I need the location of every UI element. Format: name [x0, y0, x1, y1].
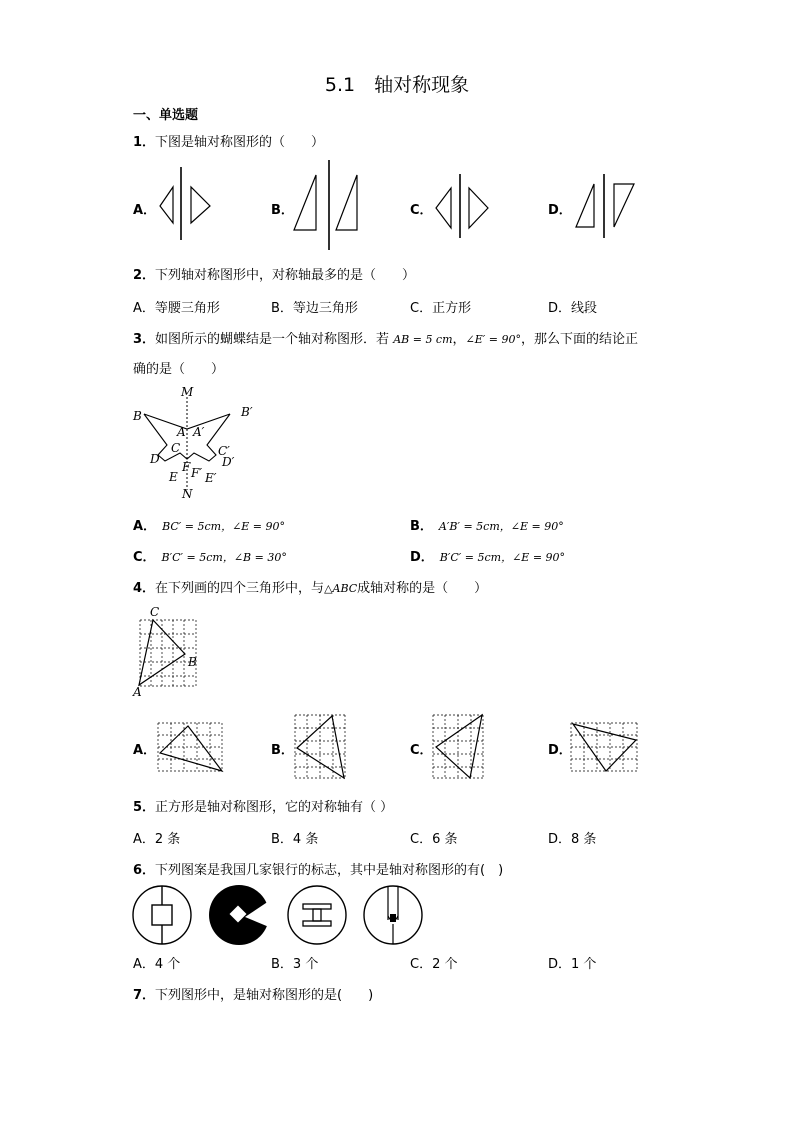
q5-option-b[interactable]: B．4 条	[271, 832, 319, 847]
label-C: C	[150, 605, 160, 619]
q1-figure-b	[290, 160, 370, 255]
label-E: E	[169, 470, 178, 484]
question-2: 2．下列轴对称图形中，对称轴最多的是（ ）	[133, 268, 416, 283]
q3-option-c[interactable]: C． B′C′ = 5cm，∠B = 30°	[133, 550, 287, 565]
question-1: 1．下图是轴对称图形的（ ）	[133, 135, 325, 150]
q5-option-c[interactable]: C．6 条	[410, 832, 458, 847]
q5-option-d[interactable]: D．8 条	[548, 832, 597, 847]
question-4: 4．在下列画的四个三角形中，与△ABC成轴对称的是（ ）	[133, 581, 488, 596]
q3-option-d[interactable]: D． B′C′ = 5cm，∠E = 90°	[410, 550, 566, 565]
q6-logo-1	[131, 884, 195, 948]
q4-figure-c	[428, 712, 488, 780]
label-N: N	[182, 487, 193, 501]
question-3: 3．如图所示的蝴蝶结是一个轴对称图形．若 AB = 5 cm，∠E′ = 90°，那么下面的结论正	[133, 332, 639, 347]
q6-option-b[interactable]: B．3 个	[271, 957, 319, 972]
q1-option-b[interactable]: B．	[271, 203, 294, 218]
q6-option-d[interactable]: D．1 个	[548, 957, 597, 972]
label-A: A	[177, 425, 186, 439]
label-A: A	[133, 685, 142, 699]
q2-option-a[interactable]: A．等腰三角形	[133, 301, 220, 316]
q2-option-d[interactable]: D．线段	[548, 301, 598, 316]
q3-option-b[interactable]: B． A′B′ = 5cm，∠E = 90°	[410, 519, 564, 534]
q4-abc-figure	[130, 603, 210, 698]
q1-figure-a	[150, 165, 220, 245]
q3-option-a[interactable]: A． BC′ = 5cm，∠E = 90°	[133, 519, 286, 534]
label-B: B	[188, 655, 197, 669]
label-M: M	[181, 385, 194, 399]
q6-logo-2	[207, 883, 273, 949]
question-5: 5．正方形是轴对称图形，它的对称轴有（ ）	[133, 800, 394, 815]
q3-butterfly-figure	[130, 385, 270, 503]
q2-option-c[interactable]: C．正方形	[410, 301, 472, 316]
q2-option-b[interactable]: B．等边三角形	[271, 301, 358, 316]
label-E-prime: E′	[205, 471, 217, 485]
label-F-prime: F′	[191, 466, 203, 480]
q6-logo-3	[286, 884, 350, 948]
q6-logo-4	[362, 884, 426, 948]
q4-option-a[interactable]: A．	[133, 743, 157, 758]
q1-figure-c	[428, 172, 498, 242]
q4-option-b[interactable]: B．	[271, 743, 294, 758]
q4-figure-d	[568, 718, 640, 774]
q1-option-d[interactable]: D．	[548, 203, 572, 218]
q4-figure-b	[290, 712, 348, 780]
label-D-prime: D′	[222, 455, 235, 469]
section-heading: 一、单选题	[133, 108, 199, 123]
label-C-prime: C′	[218, 444, 230, 458]
label-C: C	[171, 441, 181, 455]
q1-figure-d	[568, 172, 638, 242]
q1-option-c[interactable]: C．	[410, 203, 433, 218]
q4-figure-a	[155, 718, 225, 774]
label-B: B	[133, 409, 142, 423]
q6-option-a[interactable]: A．4 个	[133, 957, 181, 972]
label-F: F	[182, 460, 191, 474]
page-title: 5.1 轴对称现象	[324, 74, 470, 96]
q1-option-a[interactable]: A．	[133, 203, 157, 218]
question-3-line-2: 确的是（ ）	[133, 362, 225, 377]
question-6: 6．下列图案是我国几家银行的标志，其中是轴对称图形的有( )	[133, 863, 504, 878]
q5-option-a[interactable]: A．2 条	[133, 832, 181, 847]
label-D: D	[150, 452, 160, 466]
q6-option-c[interactable]: C．2 个	[410, 957, 458, 972]
q4-option-c[interactable]: C．	[410, 743, 433, 758]
question-7: 7．下列图形中，是轴对称图形的是( )	[133, 988, 374, 1003]
label-A-prime: A′	[193, 425, 205, 439]
q4-option-d[interactable]: D．	[548, 743, 572, 758]
label-B-prime: B′	[241, 405, 253, 419]
